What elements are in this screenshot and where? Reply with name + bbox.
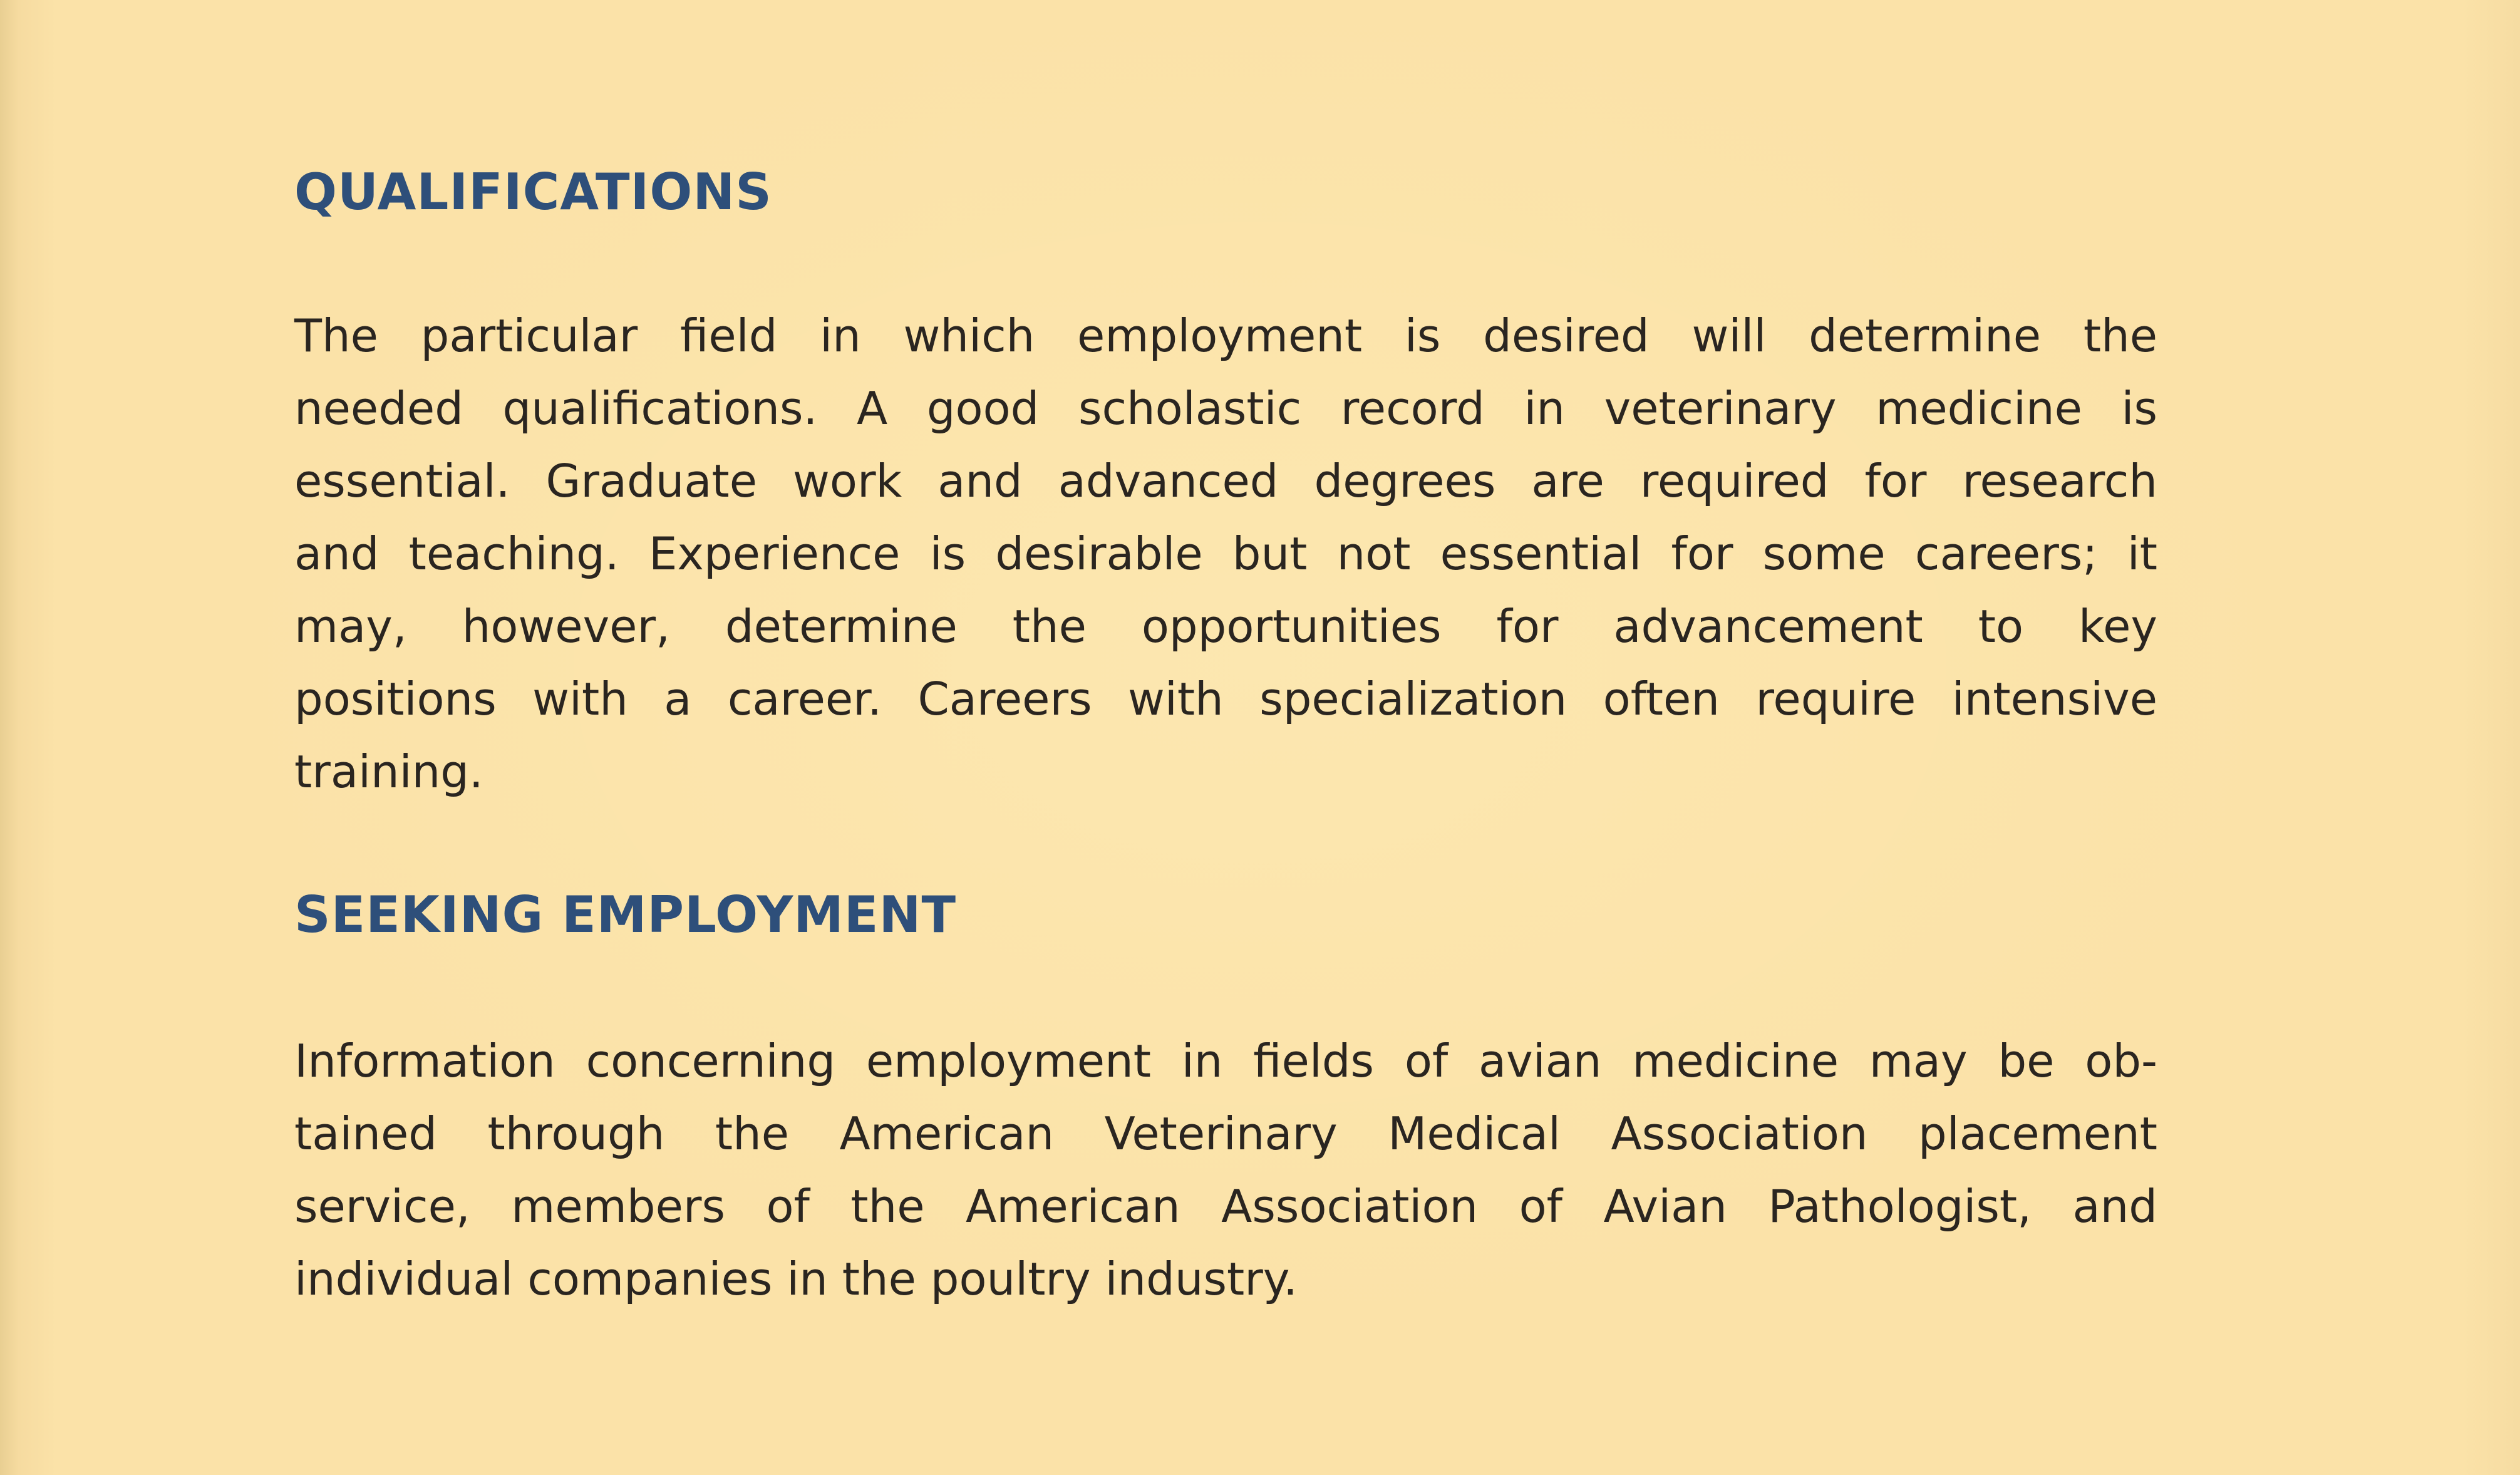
- text-line: The particular field in which employment is desired will determine the: [294, 309, 2157, 362]
- text-line: training.: [294, 745, 483, 798]
- text-line: tained through the American Veterinary Medical Association placement: [294, 1107, 2157, 1160]
- text-line: needed qualifications. A good scholastic record in veterinary medicine is: [294, 382, 2157, 435]
- seeking-employment-heading: SEEKING EMPLOYMENT: [294, 886, 957, 944]
- qualifications-heading: QUALIFICATIONS: [294, 163, 772, 221]
- seeking-employment-paragraph: [294, 1025, 2157, 1315]
- text-line: individual companies in the poultry industry.: [294, 1253, 1298, 1305]
- text-line: essential. Graduate work and advanced degrees are required for research: [294, 455, 2157, 507]
- text-line: may, however, determine the opportunities for advancement to key: [294, 600, 2157, 653]
- text-line: service, members of the American Association of Avian Pathologist, and: [294, 1180, 2157, 1233]
- text-line: and teaching. Experience is desirable but not essential for some careers; it: [294, 527, 2157, 580]
- qualifications-paragraph: [294, 299, 2157, 808]
- text-line: Information concerning employment in fields of avian medicine may be ob-: [294, 1035, 2157, 1087]
- text-line: positions with a career. Careers with specialization often require intensive: [294, 673, 2157, 725]
